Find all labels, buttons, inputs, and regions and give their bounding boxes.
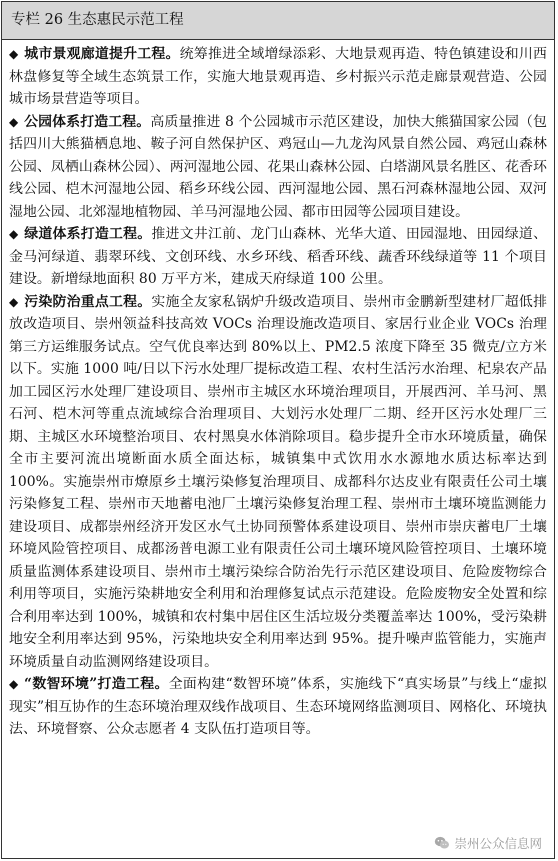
section-body: 全面构建“数智环境”体系，实施线下“真实场景”与线上“虚拟现实”相互协作的生态环境治理双线作战项目、生态环境网络监测项目、网格化、环境执法、环境督察、公众志愿者 4 支队伍打造项目等。 xyxy=(9,676,547,737)
section-body: 实施全友家私锅炉升级改造项目、崇州市金鹏新型建材厂超低排放改造项目、崇州领益科技高效 VOCs 治理设施改造项目、家居行业企业 VOCs 治理第三方运维服务试点。空气优良率达到 80%以上、PM2.5 浓度下降至 35 微克/立方米以下。实施 1000 吨/日以下污水处理厂提标改造工程、农村生活污水治理、杞泉农产品加工园区污水处理厂建设项目、崇州市主城区水环境治理项目，开展西河、羊马河、黑石河、桤木河等重点流域综合治理项目、大划污水处理厂二期、经开区污水处理厂三期、主城区水环境整治项目、农村黑臭水体消除项目。稳步提升全市水环境质量，确保全市主要河流出境断面水质全面达标，城镇集中式饮用水水源地水质达标率达到 100%。实施崇州市燎原乡土壤污染修复治理项目、成都科尔达皮业有限责任公司土壤污染修复工程、崇州市天地蓄电池厂土壤污染修复治理工程、崇州市土壤环境监测能力建设项目、成都崇州经济开发区水气土协同预警体系建设项目、崇州市崇庆蓄电厂土壤环境风险管控项目、成都汤普电源工业有限责任公司土壤环境风险管控项目、土壤环境质量监测体系建设项目、崇州市土壤污染综合防治先行示范区建设项目、危险废物综合利用等项目，实施污染耕地安全利用和治理修复试点示范建设。危险废物安全处置和综合利用率达到 100%，城镇和农村集中居住区生活垃圾分类覆盖率达 100%，受污染耕地安全利用率达到 95%，污染地块安全利用率达到 95%。提升噪声监管能力，实施声环境质量自动监测网络建设项目。 xyxy=(9,293,548,670)
section-title: 公园体系打造工程。 xyxy=(24,113,151,130)
diamond-bullet-icon: ◆ xyxy=(9,227,19,241)
section-title: 城市景观廊道提升工程。 xyxy=(24,46,180,62)
diamond-bullet-icon: ◆ xyxy=(9,47,19,61)
watermark-text: 崇州公众信息网 xyxy=(454,836,542,851)
diamond-bullet-icon: ◆ xyxy=(9,114,19,129)
section-title: 绿道体系打造工程。 xyxy=(24,226,152,242)
section-body: 高质量推进 8 个公园城市示范区建设，加快大熊猫国家公园（包括四川大熊猫栖息地、鞍子河自然保护区、鸡冠山—九龙沟风景自然公园、鸡冠山森林公园、凤栖山森林公园）、两河湿地公园、花果山森林公园、白塔湖风景名胜区、花香环线公园、桤木河湿地公园、稻乡环线公园、西河湿地公园、黑石河森林湿地公园、双河湿地公园、北郊湿地植物园、羊马河湿地公园、都市田园等公园项目建设。 xyxy=(9,113,548,220)
column-content xyxy=(2,40,554,741)
section-park-system xyxy=(9,111,547,224)
section-title: “数智环境”打造工程。 xyxy=(24,676,169,692)
section-landscape-corridor xyxy=(9,43,547,111)
wechat-bubble-icon xyxy=(434,835,450,851)
section-body: 统筹推进全域增绿添彩、大地景观再造、特色镇建设和川西林盘修复等全域生态筑景工作，实施大地景观再造、乡村振兴示范走廊景观营造、公园城市场景营造等项目。 xyxy=(9,46,547,107)
section-body: 推进文井江前、龙门山森林、光华大道、田园湿地、田园绿道、金马河绿道、翡翠环线、文创环线、水乡环线、稻香环线、蔬香环线绿道等 11 个项目建设。新增绿地面积 80 万平方米，建成天府绿道 100 公里。 xyxy=(9,226,548,287)
column-title: 专栏 26 生态惠民示范工程 xyxy=(11,12,184,28)
column-header xyxy=(2,2,554,40)
column-box xyxy=(1,1,555,859)
diamond-bullet-icon: ◆ xyxy=(9,294,19,309)
section-greenway-system xyxy=(9,223,547,291)
source-watermark xyxy=(434,834,542,852)
diamond-bullet-icon: ◆ xyxy=(9,677,19,691)
section-digital-environment xyxy=(9,673,547,741)
section-pollution-control xyxy=(9,291,547,674)
section-title: 污染防治重点工程。 xyxy=(24,293,152,310)
